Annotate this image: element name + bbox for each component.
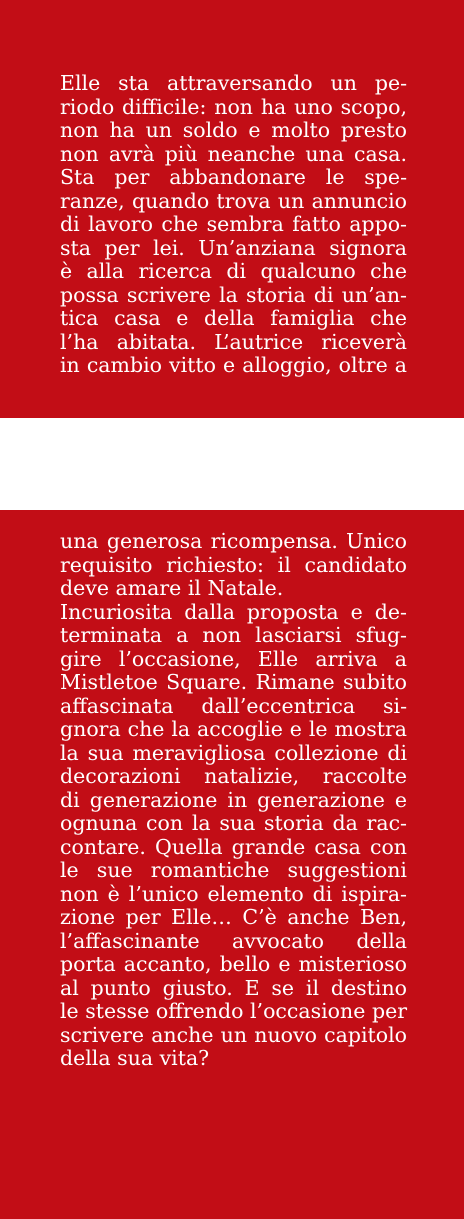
blurb-line: le stesse offrendo l’occasione per — [60, 999, 407, 1023]
blurb-line: ognuna con la sua storia da rac- — [60, 811, 407, 835]
blurb-line: una generosa ricompensa. Unico — [60, 529, 407, 553]
blurb-line: in cambio vitto e alloggio, oltre a — [60, 353, 407, 377]
blurb-line: l’ha abitata. L’autrice riceverà — [60, 329, 407, 354]
blurb-line: Elle sta attraversando un pe- — [60, 71, 407, 95]
blurb-line: porta accanto, bello e misterioso — [60, 952, 407, 976]
top-red-panel — [0, 0, 464, 418]
blurb-line: di lavoro che sembra fatto appo- — [60, 212, 407, 236]
blurb-line: deve amare il Natale. — [60, 576, 284, 600]
blurb-line: la sua meravigliosa collezione di — [60, 740, 407, 765]
blurb-line: terminata a non lasciarsi sfug- — [60, 623, 407, 647]
blurb-line: requisito richiesto: il candidato — [60, 552, 407, 577]
blurb-bottom-text — [60, 530, 407, 1071]
blurb-line: sta per lei. Un’anziana signora — [60, 235, 407, 260]
blurb-line: Mistletoe Square. Rimane subito — [60, 670, 407, 694]
blurb-line: Incuriosita dalla proposta e de- — [60, 599, 407, 624]
blurb-line: scrivere anche un nuovo capitolo — [60, 1022, 407, 1047]
white-divider-band — [0, 418, 464, 510]
blurb-line: tica casa e della famiglia che — [60, 306, 407, 330]
blurb-line: zione per Elle… C’è anche Ben, — [60, 905, 407, 929]
blurb-line: affascinata dall’eccentrica si- — [60, 693, 407, 718]
blurb-line: gnora che la accoglie e le mostra — [60, 717, 407, 741]
blurb-line: di generazione in generazione e — [60, 787, 407, 812]
blurb-line: è alla ricerca di qualcuno che — [60, 259, 407, 283]
blurb-line: non avrà più neanche una casa. — [60, 141, 407, 166]
blurb-line: le sue romantiche suggestioni — [60, 858, 407, 882]
blurb-line: non è l’unico elemento di ispira- — [60, 881, 407, 906]
blurb-line: ranze, quando trova un annuncio — [60, 188, 407, 213]
blurb-line: possa scrivere la storia di un’an- — [60, 282, 407, 307]
blurb-line: al punto giusto. E se il destino — [60, 975, 407, 1000]
blurb-line: non ha un soldo e molto presto — [60, 118, 407, 142]
blurb-line: contare. Quella grande casa con — [60, 834, 407, 859]
blurb-line: gire l’occasione, Elle arriva a — [60, 646, 407, 671]
blurb-line: Sta per abbandonare le spe- — [60, 165, 407, 189]
blurb-top-text — [60, 72, 407, 378]
blurb-line: decorazioni natalizie, raccolte — [60, 764, 407, 788]
blurb-line: riodo difficile: non ha uno scopo, — [60, 94, 407, 119]
blurb-line: della sua vita? — [60, 1046, 210, 1070]
blurb-line: l’affascinante avvocato della — [60, 928, 407, 953]
